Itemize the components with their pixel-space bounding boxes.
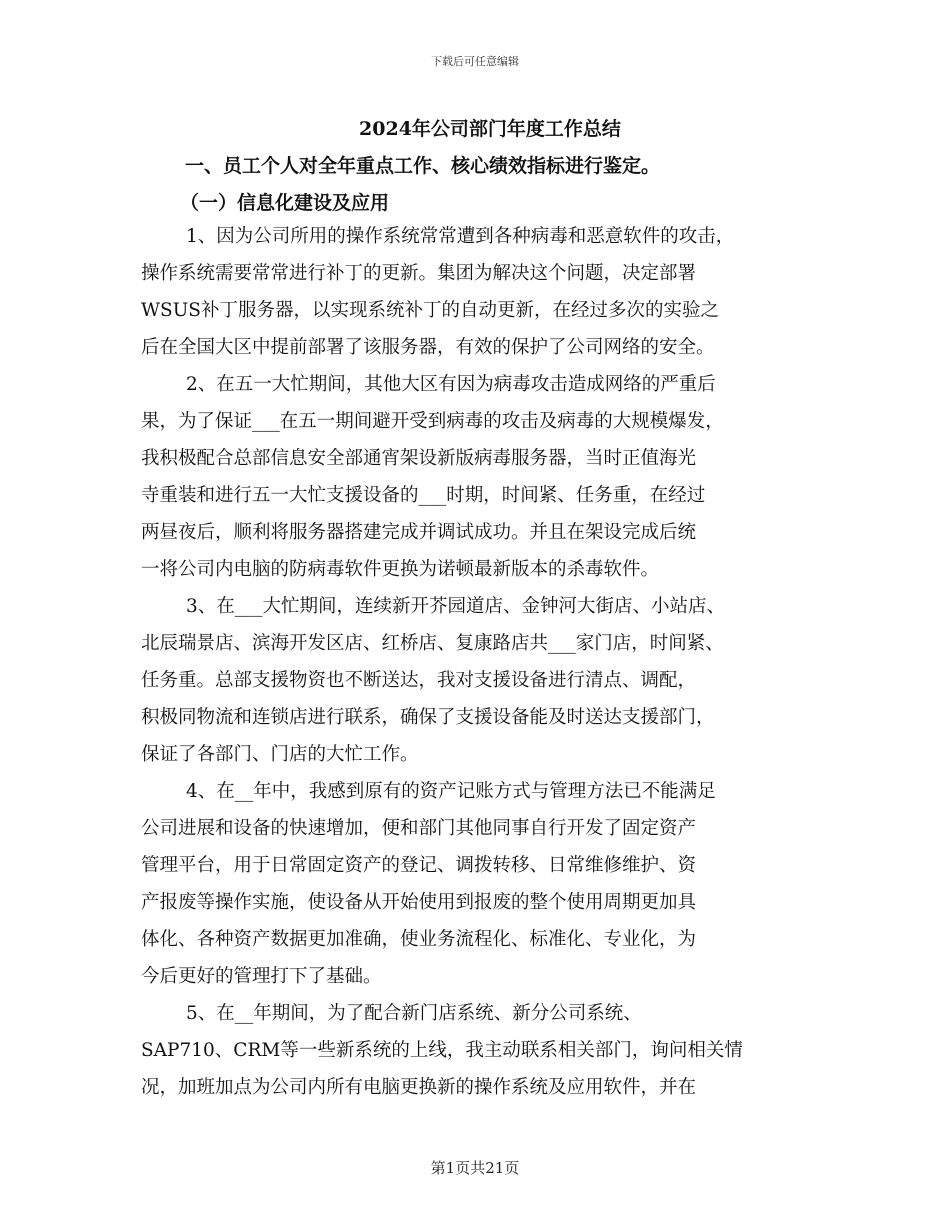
subsection-heading: （一）信息化建设及应用 bbox=[180, 192, 390, 214]
text-line: 操作系统需要常常进行补丁的更新。集团为解决这个问题，决定部署 bbox=[141, 263, 697, 284]
text-line: 2、在五一大忙期间，其他大区有因为病毒攻击造成网络的严重后 bbox=[186, 374, 716, 395]
page-number: 第1页共21页 bbox=[430, 1159, 520, 1177]
text-line: 公司进展和设备的快速增加，便和部门其他同事自行开发了固定资产 bbox=[141, 818, 697, 839]
text-line: 今后更好的管理打下了基础。 bbox=[141, 966, 382, 987]
text-line: 果，为了保证___在五一期间避开受到病毒的攻击及病毒的大规模爆发， bbox=[141, 411, 724, 432]
section-heading-1: 一、员工个人对全年重点工作、核心绩效指标进行鉴定。 bbox=[185, 155, 661, 177]
text-line: 5、在__年期间，为了配合新门店系统、新分公司系统、 bbox=[186, 1003, 642, 1024]
document-title: 2024年公司部门年度工作总结 bbox=[359, 118, 621, 140]
text-line: 后在全国大区中提前部署了该服务器，有效的保护了公司网络的安全。 bbox=[141, 337, 715, 358]
text-line: 两昼夜后，顺利将服务器搭建完成并调试成功。并且在架设完成后统 bbox=[141, 522, 697, 543]
page-header-note: 下载后可任意编辑 bbox=[431, 55, 519, 68]
text-line: 一将公司内电脑的防病毒软件更换为诺顿最新版本的杀毒软件。 bbox=[141, 559, 660, 580]
text-line: WSUS补丁服务器，以实现系统补丁的自动更新，在经过多次的实验之 bbox=[141, 300, 719, 321]
text-line: 保证了各部门、门店的大忙工作。 bbox=[141, 744, 419, 765]
text-line: 体化、各种资产数据更加准确，使业务流程化、标准化、专业化，为 bbox=[141, 929, 697, 950]
text-line: 1、因为公司所用的操作系统常常遭到各种病毒和恶意软件的攻击， bbox=[186, 226, 735, 247]
text-line: 管理平台，用于日常固定资产的登记、调拨转移、日常维修维护、资 bbox=[141, 855, 697, 876]
text-line: 北辰瑞景店、滨海开发区店、红桥店、复康路店共___家门店，时间紧、 bbox=[141, 633, 724, 654]
text-line: 况，加班加点为公司内所有电脑更换新的操作系统及应用软件，并在 bbox=[141, 1077, 697, 1098]
text-line: SAP710、CRM等一些新系统的上线，我主动联系相关部门，询问相关情 bbox=[141, 1040, 743, 1061]
text-line: 3、在___大忙期间，连续新开芥园道店、金钟河大街店、小站店、 bbox=[186, 596, 726, 617]
text-line: 积极同物流和连锁店进行联系，确保了支援设备能及时送达支援部门， bbox=[141, 707, 715, 728]
text-line: 任务重。总部支援物资也不断送达，我对支援设备进行清点、调配， bbox=[141, 670, 697, 691]
text-line: 寺重装和进行五一大忙支援设备的___时期，时间紧、任务重，在经过 bbox=[141, 485, 706, 506]
text-line: 我积极配合总部信息安全部通宵架设新版病毒服务器，当时正值海光 bbox=[141, 448, 697, 469]
text-line: 产报废等操作实施，使设备从开始使用到报废的整个使用周期更加具 bbox=[141, 892, 697, 913]
text-line: 4、在__年中，我感到原有的资产记账方式与管理方法已不能满足 bbox=[186, 781, 716, 802]
